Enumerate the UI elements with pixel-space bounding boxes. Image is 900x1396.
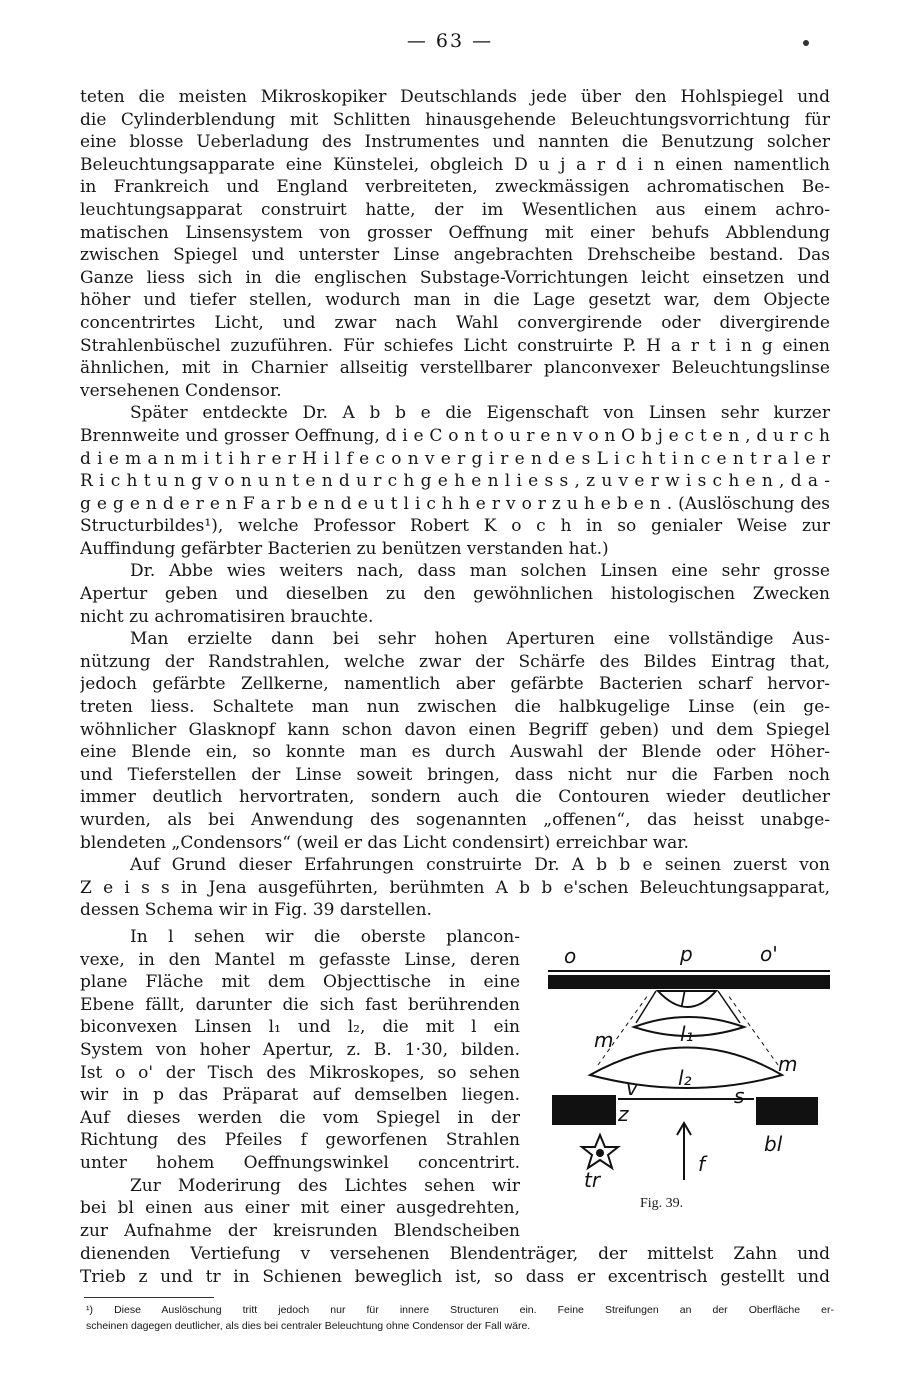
text-line: eine blosse Ueberladung des Instrumentes und nannten die Benutzung solcher: [80, 132, 830, 153]
label-l2: l₂: [678, 1066, 692, 1090]
text-line: wurden, als bei Anwendung des sogenannten „offenen“, das heisst unabge-: [80, 810, 830, 830]
text-line: Richtung des Pfeiles f geworfenen Strahlen: [80, 1130, 520, 1151]
label-l1: l₁: [680, 1022, 694, 1046]
text-line: Strahlenbüschel zuzuführen. Für schiefes Licht construirte P. H a r t i n g einen: [80, 335, 830, 356]
text-line: ¹) Diese Auslöschung tritt jedoch nur für innere Structuren ein. Feine Streifungen an der Oberfläche er-: [86, 1304, 834, 1316]
text-line: nicht zu achromatisiren brauchte.: [80, 606, 374, 627]
text-line: Structurbildes¹), welche Professor Robert K o c h in so genialer Weise zur: [80, 516, 830, 537]
text-line: ähnlichen, mit in Charnier allseitig verstellbarer planconvexer Beleuchtungslinse: [80, 358, 830, 379]
figure-caption: Fig. 39.: [640, 1196, 684, 1211]
text-line: Dr. Abbe wies weiters nach, dass man solchen Linsen eine sehr grosse: [130, 561, 830, 582]
text-line: Trieb z und tr in Schienen beweglich ist, so dass er excentrisch gestellt und: [80, 1266, 830, 1287]
label-o-prime: o': [760, 942, 778, 966]
text-line: dessen Schema wir in Fig. 39 darstellen.: [80, 900, 432, 921]
text-line: versehenen Condensor.: [80, 380, 282, 401]
text-line: wir in p das Präparat auf demselben liegen.: [80, 1085, 520, 1106]
text-line: Auffindung gefärbter Bacterien zu benützen verstanden hat.): [80, 538, 609, 559]
label-p: p: [680, 942, 693, 966]
text-line: die Cylinderblendung mit Schlitten hinausgehende Beleuchtungsvorrichtung für: [80, 109, 830, 130]
text-line: R i c h t u n g v o n u n t e n d u r c h g e h e n l i e s s , z u v e r w i s c h e n , d a -: [80, 471, 830, 492]
page-number: — 63 —: [406, 30, 494, 52]
label-l: l: [680, 988, 686, 1012]
text-line: Man erzielte dann bei sehr hohen Aperturen eine vollständige Aus-: [130, 629, 830, 650]
page-speck: [803, 40, 809, 46]
lens-l: [658, 991, 716, 1007]
text-block-beside-figure: [80, 926, 520, 1242]
text-line: Ebene fällt, darunter die sich fast berührenden: [80, 994, 520, 1015]
label-tr: tr: [584, 1168, 601, 1192]
text-line: teten die meisten Mikroskopiker Deutschlands jede über den Hohlspiegel und: [80, 87, 830, 107]
text-line: und Tieferstellen der Linse soweit bringen, dass nicht nur die Farben noch: [80, 764, 830, 785]
text-line: in Frankreich und England verbreiteten, zweckmässigen achromatischen Be-: [80, 177, 830, 198]
text-line: treten liess. Schaltete man nun zwischen die halbkugelige Linse (ein ge-: [80, 697, 830, 718]
text-line: bei bl einen aus einer mit einer ausgedrehten,: [80, 1198, 520, 1219]
text-line: eine Blende ein, so konnte man es durch Auswahl der Blende oder Höher-: [80, 742, 830, 763]
text-line: Ganze liess sich in die englischen Substage-Vorrichtungen leicht einsetzen und: [80, 267, 830, 288]
text-line: scheinen dagegen deutlicher, als dies bei centraler Beleuchtung ohne Condensor der Fall wäre.: [86, 1320, 531, 1332]
footnote-rule: [84, 1297, 214, 1298]
text-line: zur Aufnahme der kreisrunden Blendscheiben: [80, 1220, 520, 1241]
stage-plate: [548, 975, 830, 989]
text-line: g e g e n d e r e n F a r b e n d e u t l i c h h e r v o r z u h e b e n . (Auslöschung des: [80, 493, 830, 514]
text-line: vexe, in den Mantel m gefasste Linse, deren: [80, 949, 520, 970]
condenser-diagram: [538, 925, 838, 1195]
text-line: leuchtungsapparat construirt hatte, der im Wesentlichen aus einem achro-: [80, 199, 830, 220]
text-line: höher und tiefer stellen, wodurch man in die Lage gesetzt war, dem Objecte: [80, 290, 830, 311]
text-line: dienenden Vertiefung v versehenen Blendenträger, der mittelst Zahn und: [80, 1244, 830, 1264]
text-line: d i e m a n m i t i h r e r H i l f e c o n v e r g i r e n d e s L i c h t i n c e n t r a l e r: [80, 448, 830, 469]
text-line: Apertur geben und dieselben zu den gewöhnlichen histologischen Zwecken: [80, 584, 830, 605]
label-s: s: [734, 1084, 745, 1108]
text-line: Beleuchtungsapparate eine Künstelei, obgleich D u j a r d i n einen namentlich: [80, 154, 830, 175]
text-line: nützung der Randstrahlen, welche zwar der Schärfe des Bildes Eintrag that,: [80, 651, 830, 672]
text-line: zwischen Spiegel und unterster Linse angebrachten Drehscheibe bestand. Das: [80, 245, 830, 266]
text-line: plane Fläche mit dem Objecttische in eine: [80, 972, 520, 993]
label-m-right: m: [778, 1052, 798, 1076]
label-o: o: [564, 944, 577, 968]
text-line: wöhnlicher Glasknopf kann schon davon einen Begriff geben) und dem Spiegel: [80, 719, 830, 740]
text-block-main: [80, 86, 830, 922]
text-line: jedoch gefärbte Zellkerne, namentlich aber gefärbte Bacterien scharf hervor-: [80, 674, 830, 695]
footnote: [86, 1302, 834, 1334]
text-line: Zur Moderirung des Lichtes sehen wir: [130, 1175, 520, 1196]
text-line: Brennweite und grosser Oeffnung, d i e C o n t o u r e n v o n O b j e c t e n , d u r c h: [80, 425, 830, 446]
text-line: concentrirtes Licht, und zwar nach Wahl convergirende oder divergirende: [80, 312, 830, 333]
text-line: biconvexen Linsen l₁ und l₂, die mit l ein: [80, 1017, 520, 1038]
text-line: Später entdeckte Dr. A b b e die Eigenschaft von Linsen sehr kurzer: [130, 403, 830, 424]
text-line: In l sehen wir die oberste plancon-: [130, 927, 520, 947]
label-z: z: [618, 1102, 629, 1126]
text-line: Auf dieses werden die vom Spiegel in der: [80, 1107, 520, 1128]
label-bl: bl: [764, 1132, 783, 1156]
text-line: System von hoher Apertur, z. B. 1·30, bilden.: [80, 1039, 520, 1060]
figure-39: [538, 925, 838, 1215]
diaphragm-carrier-right: [756, 1097, 818, 1125]
label-f: f: [698, 1152, 706, 1176]
diaphragm-carrier-left: [552, 1095, 616, 1125]
text-line: immer deutlich hervortraten, sondern auch die Contouren wieder deutlicher: [80, 787, 830, 808]
text-block-bottom: [80, 1243, 830, 1288]
text-line: matischen Linsensystem von grosser Oeffnung mit einer behufs Abblendung: [80, 222, 830, 243]
text-line: blendeten „Condensors“ (weil er das Licht condensirt) erreichbar war.: [80, 832, 689, 853]
label-m-left: m: [594, 1028, 614, 1052]
text-line: Z e i s s in Jena ausgeführten, berühmten A b b e'schen Beleuchtungsapparat,: [80, 877, 830, 898]
label-v: v: [626, 1076, 638, 1100]
text-line: Ist o o' der Tisch des Mikroskopes, so sehen: [80, 1062, 520, 1083]
text-line: unter hohem Oeffnungswinkel concentrirt.: [80, 1152, 520, 1173]
text-line: Auf Grund dieser Erfahrungen construirte Dr. A b b e seinen zuerst von: [130, 855, 830, 876]
